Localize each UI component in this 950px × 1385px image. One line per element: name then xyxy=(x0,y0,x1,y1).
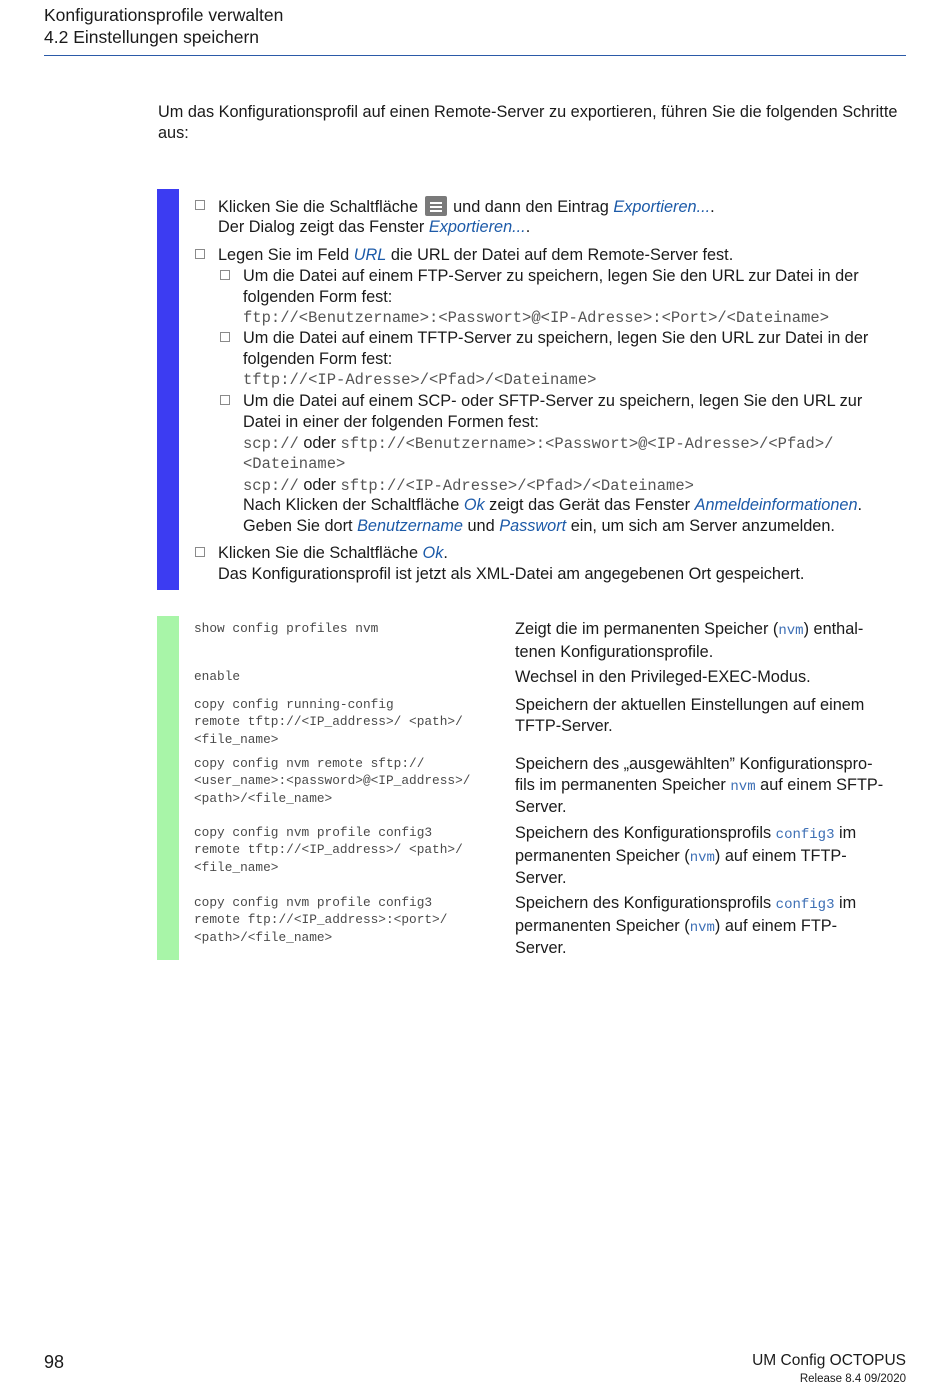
footer-release: Release 8.4 09/2020 xyxy=(799,1373,906,1385)
code: nvm xyxy=(689,919,715,936)
cli-command-2: enable xyxy=(194,669,241,684)
text: Legen Sie im Feld xyxy=(218,246,350,264)
desc-line xyxy=(515,846,907,869)
desc-line xyxy=(515,775,907,798)
code: sftp://<IP-Adresse>/<Pfad>/<Dateiname> xyxy=(340,477,694,495)
cli-description-1 xyxy=(515,619,907,662)
cli-command-1: show config profiles nvm xyxy=(194,621,379,636)
scp-line-2: Datei in einer der folgenden Formen fest: xyxy=(243,413,539,431)
cmd-line: copy config nvm profile config3 xyxy=(194,825,433,840)
tftp-line-1: Um die Datei auf einem TFTP-Server zu speichern, legen Sie den URL zur Datei in der xyxy=(243,329,869,347)
checkbox-icon[interactable] xyxy=(220,332,230,342)
checkbox-icon[interactable] xyxy=(195,200,205,210)
text: . xyxy=(710,198,715,216)
cli-command-4 xyxy=(194,755,470,807)
code: sftp://<Benutzername>:<Passwort>@<IP-Adresse>/<Pfad>/ xyxy=(340,435,834,453)
cli-description-6 xyxy=(515,893,907,959)
code: nvm xyxy=(730,778,756,795)
cmd-line: remote ftp://<IP_address>:<port>/ xyxy=(194,912,448,928)
header-rule xyxy=(44,55,906,56)
cli-command-6 xyxy=(194,894,447,946)
cmd-line: copy config nvm remote sftp:// xyxy=(194,756,425,771)
text: ) auf einem TFTP- xyxy=(714,846,847,865)
cli-command-3 xyxy=(194,696,463,748)
text: Der Dialog zeigt das Fenster xyxy=(218,218,425,236)
desc-line xyxy=(515,823,907,846)
desc-line xyxy=(515,916,907,939)
scp-url-format-a xyxy=(243,433,833,455)
text: fils im permanenten Speicher xyxy=(515,775,726,794)
ftp-line-2: folgenden Form fest: xyxy=(243,288,393,306)
checkbox-icon[interactable] xyxy=(195,249,205,259)
text: und dann den Eintrag xyxy=(453,198,609,216)
desc-line: Speichern des „ausgewählten” Konfigurationspro- xyxy=(515,755,873,773)
code: nvm xyxy=(689,849,715,866)
cli-marker-bar xyxy=(157,616,179,960)
code: config3 xyxy=(775,897,835,913)
text: zeigt das Gerät das Fenster xyxy=(489,496,691,514)
desc-line: Server. xyxy=(515,798,567,816)
scp-url-format-a-cont: <Dateiname> xyxy=(243,455,346,473)
code: scp:// xyxy=(243,435,299,453)
cmd-line: <user_name>:<password>@<IP_address>/ xyxy=(194,773,471,789)
desc-line xyxy=(515,893,907,916)
section-title: 4.2 Einstellungen speichern xyxy=(44,27,260,47)
footer-product: UM Config OCTOPUS xyxy=(752,1352,906,1369)
scp-url-format-b xyxy=(243,475,694,497)
cmd-line: remote tftp://<IP_address>/ <path>/ xyxy=(194,714,463,730)
cmd-line: remote tftp://<IP_address>/ <path>/ xyxy=(194,842,463,858)
text: im xyxy=(839,824,857,842)
desc-line: TFTP-Server. xyxy=(515,716,613,735)
credentials-window-name: Anmeldeinformationen xyxy=(694,496,858,514)
intro-paragraph: Um das Konfigurationsprofil auf einen Remote-Server zu exportieren, führen Sie die folgenden Schritte aus: xyxy=(158,103,898,142)
export-menu-entry: Exportieren... xyxy=(613,198,711,216)
desc-line: Speichern der aktuellen Einstellungen auf einem xyxy=(515,696,865,714)
cmd-line: <path>/<file_name> xyxy=(194,929,333,945)
text: ) enthal- xyxy=(803,620,864,638)
password-field-name: Passwort xyxy=(499,517,567,535)
text: Geben Sie dort xyxy=(243,517,353,535)
ftp-line-1: Um die Datei auf einem FTP-Server zu speichern, legen Sie den URL zur Datei in der xyxy=(243,267,859,285)
ok-line-2 xyxy=(243,516,835,537)
text: . xyxy=(443,544,448,562)
ftp-url-format: ftp://<Benutzername>:<Passwort>@<IP-Adresse>:<Port>/<Dateiname> xyxy=(243,309,829,327)
step-3-line-1 xyxy=(218,543,448,564)
text: Klicken Sie die Schaltfläche xyxy=(218,544,419,562)
step-1-line-1 xyxy=(218,196,715,218)
checkbox-icon[interactable] xyxy=(220,270,230,280)
text: oder xyxy=(303,476,336,494)
text: ) auf einem FTP- xyxy=(714,916,838,935)
text: Nach Klicken der Schaltfläche xyxy=(243,496,460,514)
text: . xyxy=(525,218,531,236)
text: die URL der Datei auf dem Remote-Server fest. xyxy=(390,246,734,264)
step-3-line-2: Das Konfigurationsprofil ist jetzt als XML-Datei am angegebenen Ort gespeichert. xyxy=(218,565,805,583)
text: und xyxy=(467,517,495,535)
export-dialog-name: Exportieren... xyxy=(428,218,526,236)
cli-description-3 xyxy=(515,695,907,736)
text: Klicken Sie die Schaltfläche xyxy=(218,198,419,216)
text: oder xyxy=(303,434,336,452)
step-2-line xyxy=(218,245,733,266)
checkbox-icon[interactable] xyxy=(195,547,205,557)
checkbox-icon[interactable] xyxy=(220,395,230,405)
cmd-line: <file_name> xyxy=(194,859,279,875)
url-field-name: URL xyxy=(353,246,387,264)
text: . xyxy=(857,496,863,514)
text: auf einem SFTP- xyxy=(760,775,884,794)
desc-line: Server. xyxy=(515,869,567,887)
ok-button-name: Ok xyxy=(463,496,485,514)
text: Zeigt die im permanenten Speicher ( xyxy=(515,620,779,638)
menu-button-icon[interactable] xyxy=(425,196,447,216)
desc-line: Server. xyxy=(515,939,567,957)
text: permanenten Speicher ( xyxy=(515,916,690,935)
cmd-line: copy config running-config xyxy=(194,697,394,712)
step-marker-bar xyxy=(157,189,179,590)
tftp-url-format: tftp://<IP-Adresse>/<Pfad>/<Dateiname> xyxy=(243,371,597,389)
code: nvm xyxy=(778,623,804,639)
step-1-line-2 xyxy=(218,217,530,238)
text: im xyxy=(839,894,857,912)
code: scp:// xyxy=(243,477,299,495)
text: Speichern des Konfigurationsprofils xyxy=(515,824,772,842)
scp-line-1: Um die Datei auf einem SCP- oder SFTP-Server zu speichern, legen Sie den URL zur xyxy=(243,392,863,410)
ok-line-1 xyxy=(243,495,862,516)
page-number: 98 xyxy=(44,1352,65,1372)
ok-button-name: Ok xyxy=(422,544,444,562)
text: tenen Konfigurationsprofile. xyxy=(515,642,714,661)
text: permanenten Speicher ( xyxy=(515,846,690,865)
cli-description-2: Wechsel in den Privileged-EXEC-Modus. xyxy=(515,668,811,686)
text: ein, um sich am Server anzumelden. xyxy=(570,517,835,535)
cli-description-4 xyxy=(515,754,907,818)
tftp-line-2: folgenden Form fest: xyxy=(243,350,393,368)
code: config3 xyxy=(775,827,835,843)
cmd-line: <path>/<file_name> xyxy=(194,790,333,806)
cmd-line: copy config nvm profile config3 xyxy=(194,895,433,910)
text: Speichern des Konfigurationsprofils xyxy=(515,894,772,912)
chapter-title: Konfigurationsprofile verwalten xyxy=(44,5,284,25)
cli-command-5 xyxy=(194,824,463,876)
username-field-name: Benutzername xyxy=(357,517,463,535)
cmd-line: <file_name> xyxy=(194,731,279,747)
cli-description-5 xyxy=(515,823,907,889)
